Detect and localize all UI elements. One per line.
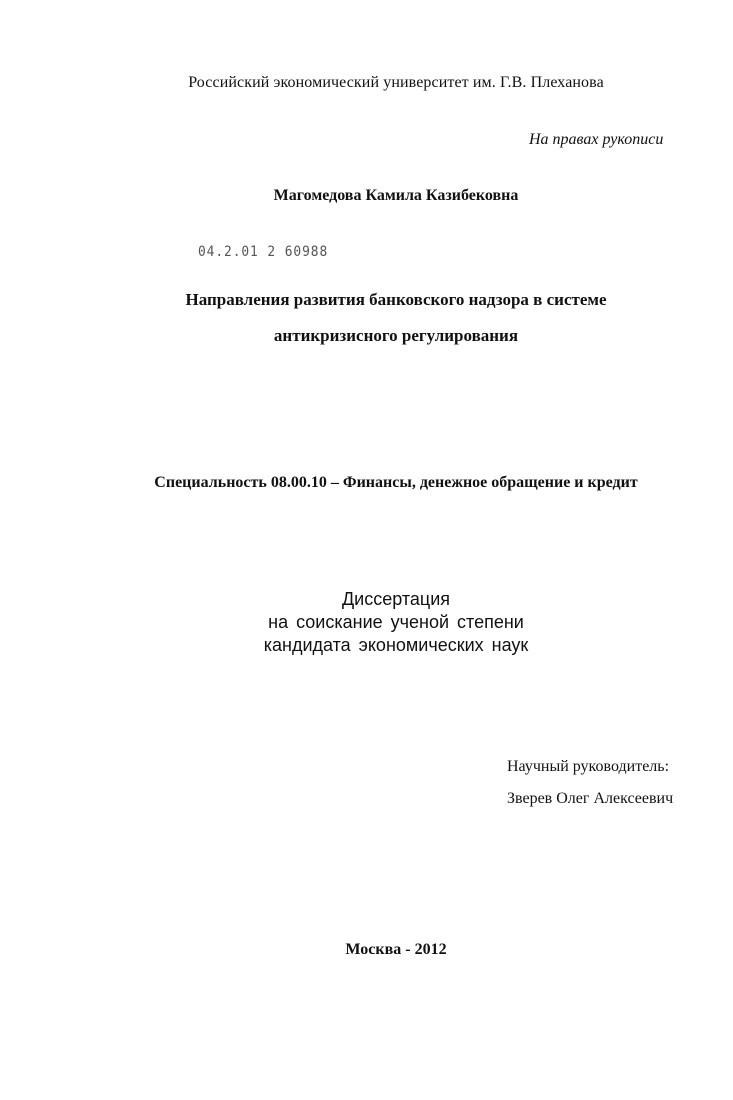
degree-line-3: кандидата экономических наук xyxy=(263,635,529,655)
advisor-name: Зверев Олег Алексеевич xyxy=(507,790,674,807)
registry-code: 04.2.01 2 60988 xyxy=(198,244,329,260)
university-name: Российский экономический университет им. Г.В. Плеханова xyxy=(188,74,604,91)
dissertation-title-line-1: Направления развития банковского надзора в системе xyxy=(185,290,607,309)
specialty: Специальность 08.00.10 – Финансы, денежное обращение и кредит xyxy=(154,474,638,491)
degree-line-1: Диссертация xyxy=(341,589,451,609)
dissertation-title-line-2: антикризисного регулирования xyxy=(273,326,519,345)
city-year: Москва - 2012 xyxy=(345,941,447,958)
author-name: Магомедова Камила Казибековна xyxy=(273,187,519,204)
advisor-label: Научный руководитель: xyxy=(507,758,670,775)
manuscript-note: На правах рукописи xyxy=(529,131,664,148)
degree-line-2: на соискание ученой степени xyxy=(268,612,524,632)
